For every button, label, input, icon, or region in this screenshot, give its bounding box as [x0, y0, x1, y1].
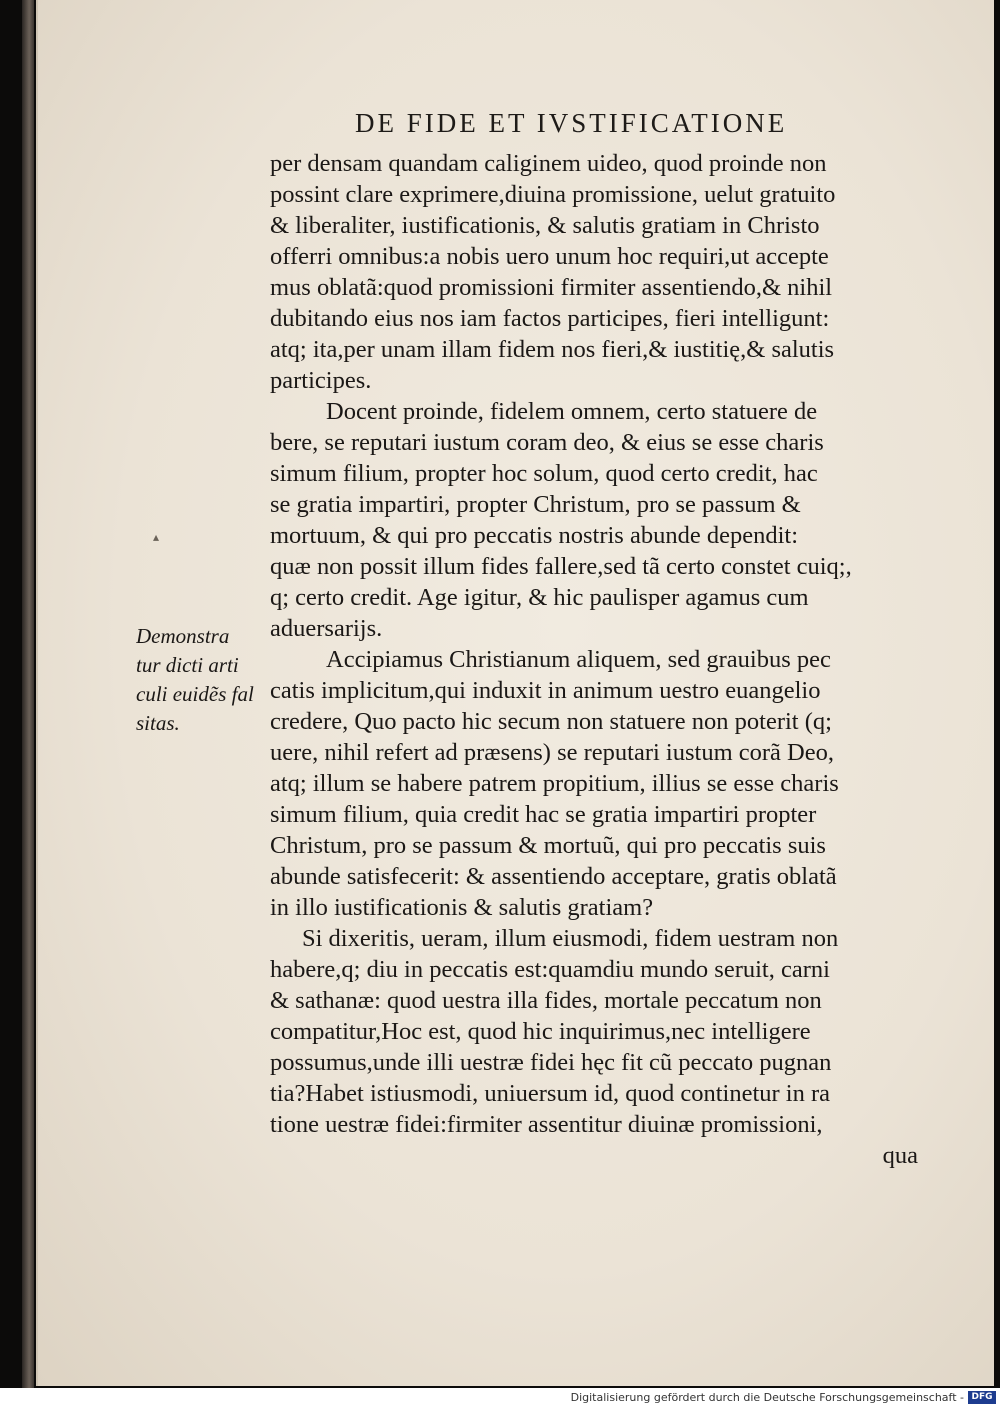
text-line: catis implicitum,qui induxit in animum uestro euangelio — [270, 677, 821, 704]
marginal-line: culi euidẽs fal — [136, 682, 254, 706]
text-line: mortuum, & qui pro peccatis nostris abunde dependit: — [270, 522, 799, 549]
text-line: possumus,unde illi uestræ fidei hęc fit cũ peccato pugnan — [270, 1049, 832, 1076]
catchword: qua — [882, 1142, 918, 1169]
text-line: aduersarijs. — [270, 615, 383, 642]
text-line: & liberaliter, iustificationis, & salutis gratiam in Christo — [270, 212, 820, 239]
text-line: quæ non possit illum fides fallere,sed tã certo constet cuiq;, — [270, 553, 852, 580]
text-line: habere,q; diu in peccatis est:quamdiu mundo seruit, carni — [270, 956, 830, 983]
dfg-logo: DFG — [968, 1391, 996, 1404]
text-line: abunde satisfecerit: & assentiendo acceptare, gratis oblatã — [270, 863, 837, 890]
text-line: per densam quandam caliginem uideo, quod proinde non — [270, 150, 827, 177]
funding-credit: Digitalisierung gefördert durch die Deutsche Forschungsgemeinschaft - — [570, 1391, 964, 1404]
text-line: atq; ita,per unam illam fidem nos fieri,& iustitię,& salutis — [270, 336, 835, 363]
marginal-note — [136, 622, 270, 738]
text-line: mus oblatã:quod promissioni firmiter assentiendo,& nihil — [270, 274, 833, 301]
text-line: bere, se reputari iustum coram deo, & eius se esse charis — [270, 429, 824, 456]
book-edge — [22, 0, 34, 1388]
marginal-line: tur dicti arti — [136, 653, 239, 677]
text-line: simum filium, quia credit hac se gratia impartiri propter — [270, 801, 817, 828]
text-line: Docent proinde, fidelem omnem, certo statuere de — [326, 398, 818, 425]
text-line: Christum, pro se passum & mortuũ, qui pro peccatis suis — [270, 832, 826, 859]
text-line: Accipiamus Christianum aliquem, sed grauibus pec — [326, 646, 831, 673]
text-line: credere, Quo pacto hic secum non statuere non poterit (q; — [270, 708, 832, 735]
text-line: q; certo credit. Age igitur, & hic paulisper agamus cum — [270, 584, 809, 611]
text-line: in illo iustificationis & salutis gratiam? — [270, 894, 654, 921]
text-line: & sathanæ: quod uestra illa fides, mortale peccatum non — [270, 987, 822, 1014]
marginal-line: sitas. — [136, 711, 180, 735]
paragraph-mark: ▴ — [153, 530, 160, 544]
text-line: compatitur,Hoc est, quod hic inquirimus,nec intelligere — [270, 1018, 811, 1045]
text-line: uere, nihil refert ad præsens) se reputari iustum corã Deo, — [270, 739, 834, 766]
text-line: participes. — [270, 367, 372, 394]
text-line: se gratia impartiri, propter Christum, pro se passum & — [270, 491, 801, 518]
text-line: Si dixeritis, ueram, illum eiusmodi, fidem uestram non — [302, 925, 839, 952]
text-line: offerri omnibus:a nobis uero unum hoc requiri,ut accepte — [270, 243, 829, 270]
text-line: atq; illum se habere patrem propitium, illius se esse charis — [270, 770, 839, 797]
running-head: DE FIDE ET IVSTIFICATIONE — [355, 108, 788, 138]
marginal-line: Demonstra — [136, 624, 230, 648]
text-line: tione uestræ fidei:firmiter assentitur diuinæ promissioni, — [270, 1111, 823, 1138]
text-line: dubitando eius nos iam factos participes, fieri intelligunt: — [270, 305, 830, 332]
text-line: possint clare exprimere,diuina promissione, uelut gratuito — [270, 181, 836, 208]
text-line: tia?Habet istiusmodi, uniuersum id, quod continetur in ra — [270, 1080, 830, 1107]
text-line: simum filium, propter hoc solum, quod certo credit, hac — [270, 460, 818, 487]
body-text — [270, 148, 930, 1171]
